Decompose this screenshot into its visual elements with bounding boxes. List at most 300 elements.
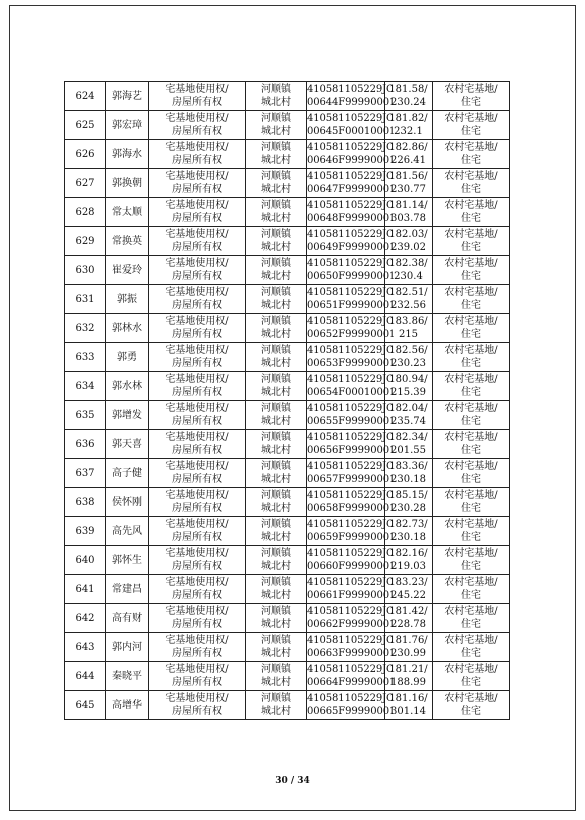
table-row	[65, 575, 510, 604]
area-cell	[385, 546, 433, 575]
right-type-text: 宅基地使用权/	[165, 432, 229, 443]
land-use-text: 农村宅基地/	[444, 171, 498, 182]
record-number-text: 628	[75, 206, 95, 218]
location-text: 城北村	[261, 561, 291, 572]
unit-code-text: 410581105229JC	[307, 548, 394, 559]
location-text: 河顺镇	[261, 258, 291, 269]
land-use-cell	[433, 285, 510, 314]
land-use-text: 住宅	[461, 387, 481, 398]
unit-code-text: 00644F99990001	[307, 97, 396, 108]
unit-code-text: 00664F99990001	[307, 677, 396, 688]
record-number-cell	[65, 372, 106, 401]
right-type-cell	[149, 459, 246, 488]
unit-code-cell	[307, 430, 396, 459]
owner-name-text: 常换英	[112, 235, 142, 247]
location-text: 城北村	[261, 445, 291, 456]
owner-name-text: 高有财	[112, 612, 142, 624]
right-type-text: 宅基地使用权/	[165, 287, 229, 298]
unit-code-text: 410581105229JC	[307, 142, 394, 153]
table-row	[65, 430, 510, 459]
record-number-text: 640	[75, 554, 95, 566]
area-text: 181.82/	[389, 113, 428, 124]
unit-code-text: 00657F99990001	[307, 474, 396, 485]
right-type-text: 房屋所有权	[172, 416, 222, 427]
land-use-text: 住宅	[461, 416, 481, 427]
right-type-text: 宅基地使用权/	[165, 345, 229, 356]
right-type-cell	[149, 372, 246, 401]
right-type-cell	[149, 82, 246, 111]
location-cell	[246, 604, 307, 633]
land-use-text: 住宅	[461, 184, 481, 195]
record-number-text: 626	[75, 148, 95, 160]
location-text: 城北村	[261, 271, 291, 282]
record-number-cell	[65, 430, 106, 459]
unit-code-text: 410581105229JC	[307, 200, 394, 211]
right-type-text: 房屋所有权	[172, 300, 222, 311]
unit-code-text: 00649F99990001	[307, 242, 396, 253]
location-cell	[246, 111, 307, 140]
location-cell	[246, 82, 307, 111]
unit-code-text: 410581105229JC	[307, 606, 394, 617]
land-use-cell	[433, 343, 510, 372]
area-text: 182.04/	[389, 403, 428, 414]
area-cell	[385, 227, 433, 256]
right-type-text: 宅基地使用权/	[165, 84, 229, 95]
area-text: 303.78	[391, 213, 426, 224]
record-number-text: 629	[75, 235, 95, 247]
owner-name-text: 郭勇	[117, 351, 137, 363]
area-text: 226.41	[391, 155, 426, 166]
area-text: 232.56	[391, 300, 426, 311]
table-row	[65, 111, 510, 140]
right-type-text: 房屋所有权	[172, 358, 222, 369]
area-text: 182.34/	[389, 432, 428, 443]
land-use-text: 农村宅基地/	[444, 287, 498, 298]
land-use-text: 农村宅基地/	[444, 113, 498, 124]
unit-code-text: 00665F99990001	[307, 706, 396, 717]
land-use-text: 住宅	[461, 590, 481, 601]
table-row	[65, 198, 510, 227]
area-text: 181.14/	[389, 200, 428, 211]
right-type-text: 宅基地使用权/	[165, 635, 229, 646]
land-use-text: 农村宅基地/	[444, 577, 498, 588]
unit-code-cell	[307, 285, 396, 314]
area-cell	[385, 198, 433, 227]
right-type-text: 宅基地使用权/	[165, 200, 229, 211]
owner-name-text: 郭怀生	[112, 554, 142, 566]
unit-code-cell	[307, 140, 396, 169]
right-type-text: 房屋所有权	[172, 242, 222, 253]
land-use-text: 住宅	[461, 677, 481, 688]
record-number-cell	[65, 343, 106, 372]
location-cell	[246, 285, 307, 314]
location-cell	[246, 459, 307, 488]
location-cell	[246, 314, 307, 343]
table-row	[65, 517, 510, 546]
location-cell	[246, 256, 307, 285]
unit-code-text: 410581105229JC	[307, 519, 394, 530]
record-number-text: 633	[75, 351, 95, 363]
land-use-text: 住宅	[461, 532, 481, 543]
unit-code-text: 410581105229JC	[307, 461, 394, 472]
unit-code-text: 00663F99990001	[307, 648, 396, 659]
area-cell	[385, 169, 433, 198]
owner-name-text: 郭海艺	[112, 90, 142, 102]
page-number: 30 / 34	[275, 776, 310, 786]
location-text: 城北村	[261, 416, 291, 427]
owner-name-cell	[106, 633, 149, 662]
area-cell	[385, 662, 433, 691]
area-text: 183.36/	[389, 461, 428, 472]
location-cell	[246, 517, 307, 546]
area-text: 301.14	[391, 706, 426, 717]
record-number-cell	[65, 633, 106, 662]
unit-code-text: 410581105229JC	[307, 345, 394, 356]
location-text: 河顺镇	[261, 606, 291, 617]
record-number-cell	[65, 314, 106, 343]
land-use-text: 农村宅基地/	[444, 519, 498, 530]
record-number-cell	[65, 662, 106, 691]
record-number-cell	[65, 285, 106, 314]
right-type-text: 宅基地使用权/	[165, 548, 229, 559]
right-type-text: 宅基地使用权/	[165, 171, 229, 182]
owner-name-text: 郭林水	[112, 322, 142, 334]
record-number-text: 636	[75, 438, 95, 450]
right-type-cell	[149, 633, 246, 662]
location-text: 河顺镇	[261, 693, 291, 704]
records-table-body	[65, 82, 510, 720]
record-number-text: 642	[75, 612, 95, 624]
land-use-text: 住宅	[461, 619, 481, 630]
table-row	[65, 227, 510, 256]
owner-name-cell	[106, 198, 149, 227]
land-use-text: 农村宅基地/	[444, 374, 498, 385]
location-cell	[246, 662, 307, 691]
record-number-text: 641	[75, 583, 95, 595]
unit-code-cell	[307, 488, 396, 517]
owner-name-cell	[106, 343, 149, 372]
right-type-text: 宅基地使用权/	[165, 113, 229, 124]
land-use-cell	[433, 633, 510, 662]
right-type-text: 宅基地使用权/	[165, 461, 229, 472]
right-type-text: 房屋所有权	[172, 329, 222, 340]
right-type-text: 房屋所有权	[172, 155, 222, 166]
owner-name-cell	[106, 691, 149, 720]
area-text: 230.99	[391, 648, 426, 659]
area-text: 230.18	[391, 532, 426, 543]
location-cell	[246, 430, 307, 459]
location-text: 城北村	[261, 706, 291, 717]
owner-name-cell	[106, 575, 149, 604]
location-text: 城北村	[261, 532, 291, 543]
location-text: 河顺镇	[261, 635, 291, 646]
record-number-cell	[65, 198, 106, 227]
area-text: 245.22	[391, 590, 426, 601]
area-text: 181.42/	[389, 606, 428, 617]
unit-code-cell	[307, 633, 396, 662]
location-cell	[246, 633, 307, 662]
unit-code-text: 410581105229JC	[307, 171, 394, 182]
table-row	[65, 169, 510, 198]
location-cell	[246, 488, 307, 517]
land-use-text: 住宅	[461, 213, 481, 224]
area-text: 183.23/	[389, 577, 428, 588]
unit-code-cell	[307, 604, 396, 633]
right-type-text: 宅基地使用权/	[165, 693, 229, 704]
table-row	[65, 691, 510, 720]
unit-code-text: 410581105229JC	[307, 664, 394, 675]
location-text: 河顺镇	[261, 345, 291, 356]
location-text: 城北村	[261, 184, 291, 195]
unit-code-text: 00652F99990001	[307, 329, 396, 340]
unit-code-text: 410581105229JC	[307, 693, 394, 704]
land-use-cell	[433, 604, 510, 633]
unit-code-text: 00660F99990001	[307, 561, 396, 572]
location-text: 河顺镇	[261, 113, 291, 124]
land-use-text: 住宅	[461, 155, 481, 166]
land-use-cell	[433, 314, 510, 343]
right-type-cell	[149, 691, 246, 720]
location-text: 河顺镇	[261, 229, 291, 240]
area-text: 201.55	[391, 445, 426, 456]
unit-code-text: 410581105229JC	[307, 374, 394, 385]
land-use-text: 农村宅基地/	[444, 142, 498, 153]
location-text: 河顺镇	[261, 519, 291, 530]
unit-code-cell	[307, 691, 396, 720]
right-type-text: 宅基地使用权/	[165, 664, 229, 675]
unit-code-text: 410581105229JC	[307, 316, 394, 327]
record-number-text: 630	[75, 264, 95, 276]
land-use-text: 住宅	[461, 300, 481, 311]
owner-name-cell	[106, 459, 149, 488]
owner-name-cell	[106, 604, 149, 633]
area-cell	[385, 459, 433, 488]
area-text: 181.76/	[389, 635, 428, 646]
land-use-cell	[433, 517, 510, 546]
land-use-cell	[433, 111, 510, 140]
land-use-cell	[433, 662, 510, 691]
area-cell	[385, 140, 433, 169]
unit-code-cell	[307, 546, 396, 575]
table-row	[65, 546, 510, 575]
location-text: 河顺镇	[261, 548, 291, 559]
unit-code-cell	[307, 401, 396, 430]
record-number-cell	[65, 459, 106, 488]
record-number-text: 643	[75, 641, 95, 653]
owner-name-cell	[106, 314, 149, 343]
land-use-cell	[433, 401, 510, 430]
owner-name-text: 郭换朝	[112, 177, 142, 189]
unit-code-text: 00656F99990001	[307, 445, 396, 456]
table-row	[65, 372, 510, 401]
right-type-text: 房屋所有权	[172, 271, 222, 282]
right-type-text: 房屋所有权	[172, 213, 222, 224]
owner-name-cell	[106, 140, 149, 169]
land-use-text: 农村宅基地/	[444, 403, 498, 414]
table-row	[65, 662, 510, 691]
land-use-text: 农村宅基地/	[444, 229, 498, 240]
area-text: 182.03/	[389, 229, 428, 240]
location-cell	[246, 343, 307, 372]
right-type-cell	[149, 256, 246, 285]
area-text: 235.74	[391, 416, 426, 427]
record-number-cell	[65, 169, 106, 198]
right-type-text: 宅基地使用权/	[165, 490, 229, 501]
record-number-cell	[65, 604, 106, 633]
location-text: 城北村	[261, 503, 291, 514]
right-type-text: 宅基地使用权/	[165, 316, 229, 327]
record-number-cell	[65, 546, 106, 575]
owner-name-cell	[106, 430, 149, 459]
area-text: 230.77	[391, 184, 426, 195]
area-cell	[385, 575, 433, 604]
area-text: 230.28	[391, 503, 426, 514]
unit-code-cell	[307, 343, 396, 372]
record-number-text: 632	[75, 322, 95, 334]
right-type-text: 宅基地使用权/	[165, 142, 229, 153]
location-text: 城北村	[261, 155, 291, 166]
record-number-cell	[65, 256, 106, 285]
location-text: 河顺镇	[261, 84, 291, 95]
area-text: 181.16/	[389, 693, 428, 704]
table-row	[65, 82, 510, 111]
owner-name-cell	[106, 662, 149, 691]
location-text: 城北村	[261, 213, 291, 224]
area-text: 188.99	[391, 677, 426, 688]
right-type-text: 宅基地使用权/	[165, 258, 229, 269]
owner-name-text: 高子健	[112, 467, 142, 479]
owner-name-text: 郭振	[117, 293, 137, 305]
right-type-text: 宅基地使用权/	[165, 374, 229, 385]
right-type-text: 房屋所有权	[172, 97, 222, 108]
record-number-text: 634	[75, 380, 95, 392]
area-text: 230.24	[391, 97, 426, 108]
land-use-cell	[433, 169, 510, 198]
land-use-text: 农村宅基地/	[444, 258, 498, 269]
unit-code-cell	[307, 517, 396, 546]
land-use-cell	[433, 488, 510, 517]
right-type-cell	[149, 169, 246, 198]
location-text: 城北村	[261, 648, 291, 659]
owner-name-text: 郭增发	[112, 409, 142, 421]
unit-code-text: 00647F99990001	[307, 184, 396, 195]
land-use-text: 农村宅基地/	[444, 432, 498, 443]
location-cell	[246, 575, 307, 604]
land-use-text: 农村宅基地/	[444, 200, 498, 211]
record-number-cell	[65, 140, 106, 169]
unit-code-text: 00653F99990001	[307, 358, 396, 369]
owner-name-cell	[106, 401, 149, 430]
record-number-text: 645	[75, 699, 95, 711]
table-row	[65, 314, 510, 343]
location-cell	[246, 546, 307, 575]
land-use-text: 住宅	[461, 445, 481, 456]
right-type-cell	[149, 227, 246, 256]
record-number-text: 635	[75, 409, 95, 421]
location-cell	[246, 140, 307, 169]
right-type-text: 房屋所有权	[172, 126, 222, 137]
right-type-text: 房屋所有权	[172, 590, 222, 601]
location-cell	[246, 401, 307, 430]
area-text: 219.03	[391, 561, 426, 572]
unit-code-cell	[307, 372, 396, 401]
unit-code-text: 410581105229JC	[307, 258, 394, 269]
location-cell	[246, 691, 307, 720]
right-type-text: 房屋所有权	[172, 619, 222, 630]
location-cell	[246, 169, 307, 198]
unit-code-text: 00646F99990001	[307, 155, 396, 166]
location-text: 河顺镇	[261, 577, 291, 588]
location-cell	[246, 198, 307, 227]
land-use-cell	[433, 546, 510, 575]
location-text: 河顺镇	[261, 287, 291, 298]
owner-name-cell	[106, 488, 149, 517]
land-use-cell	[433, 575, 510, 604]
location-text: 城北村	[261, 300, 291, 311]
table-row	[65, 285, 510, 314]
area-text: 181.21/	[389, 664, 428, 675]
table-row	[65, 633, 510, 662]
land-use-text: 住宅	[461, 271, 481, 282]
unit-code-cell	[307, 82, 396, 111]
area-text: 182.73/	[389, 519, 428, 530]
area-text: 183.86/	[389, 316, 428, 327]
right-type-cell	[149, 140, 246, 169]
location-cell	[246, 227, 307, 256]
unit-code-cell	[307, 198, 396, 227]
table-row	[65, 343, 510, 372]
area-text: 239.02	[391, 242, 426, 253]
right-type-text: 房屋所有权	[172, 677, 222, 688]
land-use-cell	[433, 140, 510, 169]
location-text: 城北村	[261, 329, 291, 340]
location-text: 河顺镇	[261, 200, 291, 211]
record-number-text: 637	[75, 467, 95, 479]
record-number-cell	[65, 82, 106, 111]
land-use-text: 住宅	[461, 242, 481, 253]
unit-code-cell	[307, 575, 396, 604]
table-row	[65, 459, 510, 488]
unit-code-cell	[307, 256, 396, 285]
right-type-cell	[149, 488, 246, 517]
land-use-text: 农村宅基地/	[444, 490, 498, 501]
location-text: 城北村	[261, 590, 291, 601]
right-type-cell	[149, 111, 246, 140]
area-cell	[385, 517, 433, 546]
record-number-text: 627	[75, 177, 95, 189]
right-type-cell	[149, 546, 246, 575]
area-text: 181.58/	[389, 84, 428, 95]
location-text: 河顺镇	[261, 490, 291, 501]
area-cell	[385, 372, 433, 401]
unit-code-text: 410581105229JC	[307, 432, 394, 443]
land-use-text: 农村宅基地/	[444, 635, 498, 646]
right-type-cell	[149, 430, 246, 459]
owner-name-cell	[106, 227, 149, 256]
land-use-cell	[433, 198, 510, 227]
land-use-text: 农村宅基地/	[444, 606, 498, 617]
unit-code-text: 00662F99990001	[307, 619, 396, 630]
location-cell	[246, 372, 307, 401]
land-use-text: 农村宅基地/	[444, 693, 498, 704]
owner-name-text: 常建昌	[112, 583, 142, 595]
unit-code-cell	[307, 314, 396, 343]
unit-code-cell	[307, 111, 396, 140]
area-text: 215	[398, 329, 419, 340]
right-type-text: 房屋所有权	[172, 184, 222, 195]
table-row	[65, 604, 510, 633]
record-number-cell	[65, 488, 106, 517]
